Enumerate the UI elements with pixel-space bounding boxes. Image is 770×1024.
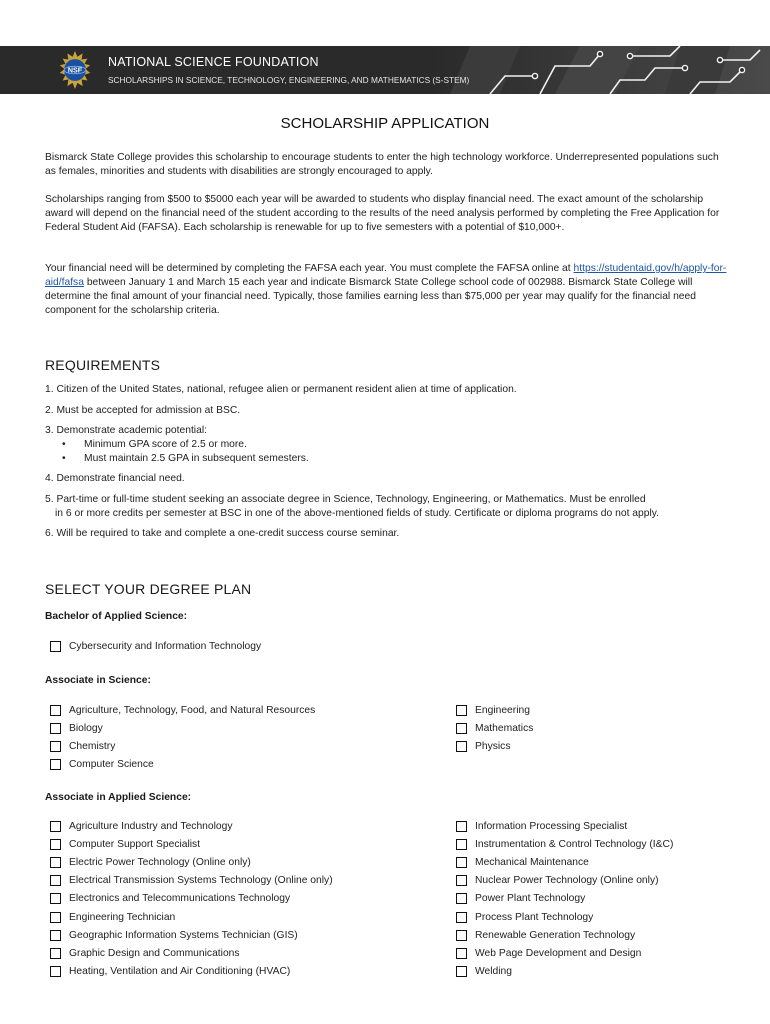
checkbox[interactable] bbox=[50, 723, 61, 734]
checkbox[interactable] bbox=[50, 857, 61, 868]
degree-checkbox[interactable] bbox=[50, 720, 103, 736]
degree-option-label: Agriculture, Technology, Food, and Natural Resources bbox=[69, 704, 316, 716]
checkbox[interactable] bbox=[456, 741, 467, 752]
banner-title: NATIONAL SCIENCE FOUNDATION bbox=[108, 55, 319, 69]
degree-checkbox[interactable] bbox=[50, 890, 290, 906]
degree-option-label: Engineering Technician bbox=[69, 911, 176, 923]
degree-checkbox[interactable] bbox=[456, 738, 510, 754]
degree-checkbox[interactable] bbox=[456, 909, 593, 925]
checkbox[interactable] bbox=[50, 821, 61, 832]
circuit-graphic bbox=[430, 46, 770, 94]
degree-checkbox[interactable] bbox=[456, 854, 589, 870]
header-banner bbox=[0, 46, 770, 94]
degree-checkbox[interactable] bbox=[456, 702, 530, 718]
requirement-5-line-2: in 6 or more credits per semester at BSC in one of the above-mentioned fields of study. Certificate or diploma programs do not apply. bbox=[55, 508, 660, 519]
degree-checkbox[interactable] bbox=[50, 702, 315, 718]
page-title: SCHOLARSHIP APPLICATION bbox=[280, 115, 490, 132]
checkbox[interactable] bbox=[50, 930, 61, 941]
degree-checkbox[interactable] bbox=[50, 945, 240, 961]
requirement-5-line-1: 5. Part-time or full-time student seeking an associate degree in Science, Technology, Engineering, or Mathematics. Must be enrolled bbox=[45, 494, 646, 505]
bullet-text: Must maintain 2.5 GPA in subsequent semesters. bbox=[84, 453, 309, 464]
checkbox[interactable] bbox=[50, 912, 61, 923]
requirements-heading: REQUIREMENTS bbox=[45, 357, 161, 373]
degree-plan-heading: SELECT YOUR DEGREE PLAN bbox=[45, 581, 252, 597]
requirement-4: 4. Demonstrate financial need. bbox=[45, 473, 185, 484]
degree-checkbox[interactable] bbox=[50, 836, 200, 852]
checkbox[interactable] bbox=[456, 875, 467, 886]
degree-option-label: Graphic Design and Communications bbox=[69, 947, 240, 959]
degree-option-label: Chemistry bbox=[69, 740, 116, 752]
checkbox[interactable] bbox=[50, 741, 61, 752]
checkbox[interactable] bbox=[50, 875, 61, 886]
aas-label: Associate in Applied Science: bbox=[45, 792, 192, 803]
degree-checkbox[interactable] bbox=[50, 818, 233, 834]
svg-text:NSF: NSF bbox=[67, 66, 83, 75]
intro-paragraph-2: Scholarships ranging from $500 to $5000 each year will be awarded to students who display financial need. The exact amount of the scholarship award will depend on the financial need of the student according to the results of the need analysis performed by completing the Free Application for Federal Student Aid (FAFSA). Each scholarship is renewable for up to five semesters with a potential of $10,000+. bbox=[45, 194, 720, 233]
checkbox[interactable] bbox=[456, 821, 467, 832]
checkbox[interactable] bbox=[456, 912, 467, 923]
checkbox[interactable] bbox=[50, 839, 61, 850]
checkbox[interactable] bbox=[456, 966, 467, 977]
checkbox[interactable] bbox=[456, 723, 467, 734]
degree-checkbox[interactable] bbox=[456, 890, 585, 906]
degree-checkbox[interactable] bbox=[456, 818, 627, 834]
degree-checkbox[interactable] bbox=[456, 927, 635, 943]
degree-option-label: Information Processing Specialist bbox=[475, 820, 628, 832]
degree-option-label: Mechanical Maintenance bbox=[475, 856, 589, 868]
checkbox[interactable] bbox=[456, 948, 467, 959]
requirement-6: 6. Will be required to take and complete a one-credit success course seminar. bbox=[45, 528, 400, 539]
degree-option-label: Electrical Transmission Systems Technology (Online only) bbox=[69, 874, 333, 886]
degree-checkbox[interactable] bbox=[50, 756, 154, 772]
fafsa-link[interactable]: https://studentaid.gov/h/apply-for-aid/fafsa bbox=[45, 263, 727, 288]
degree-checkbox[interactable] bbox=[50, 872, 333, 888]
checkbox[interactable] bbox=[50, 705, 61, 716]
paragraph-text: between January 1 and March 15 each year and indicate Bismarck State College school code of 002988. Bismarck State College will determine the final amount of your financial need. Typically, those families earning less than $75,000 per year may qualify for the financial need component for the scholarship criteria. bbox=[45, 276, 696, 316]
degree-option-label: Geographic Information Systems Technician (GIS) bbox=[69, 929, 298, 941]
degree-option-label: Heating, Ventilation and Air Conditioning (HVAC) bbox=[69, 965, 291, 977]
degree-option-label: Computer Science bbox=[69, 758, 154, 770]
degree-option-label: Renewable Generation Technology bbox=[475, 929, 636, 941]
degree-option-label: Welding bbox=[475, 965, 513, 977]
degree-option-label: Physics bbox=[475, 740, 511, 752]
checkbox[interactable] bbox=[456, 705, 467, 716]
requirement-5 bbox=[45, 493, 735, 521]
degree-checkbox[interactable] bbox=[456, 872, 659, 888]
degree-checkbox[interactable] bbox=[456, 836, 673, 852]
bas-label: Bachelor of Applied Science: bbox=[45, 611, 188, 622]
degree-checkbox[interactable] bbox=[50, 963, 290, 979]
nsf-logo bbox=[56, 51, 94, 89]
intro-paragraph-3 bbox=[45, 262, 727, 318]
degree-option-label: Computer Support Specialist bbox=[69, 838, 201, 850]
degree-option-label: Nuclear Power Technology (Online only) bbox=[475, 874, 659, 886]
degree-option-label: Engineering bbox=[475, 704, 530, 716]
degree-option-label: Biology bbox=[69, 722, 103, 734]
requirement-3-bullet-1 bbox=[62, 438, 247, 452]
degree-option-label: Power Plant Technology bbox=[475, 892, 586, 904]
checkbox[interactable] bbox=[50, 966, 61, 977]
bullet-text: Minimum GPA score of 2.5 or more. bbox=[84, 439, 247, 450]
degree-checkbox[interactable] bbox=[50, 909, 175, 925]
checkbox[interactable] bbox=[456, 893, 467, 904]
checkbox[interactable] bbox=[456, 930, 467, 941]
degree-option-label: Electronics and Telecommunications Technology bbox=[69, 892, 291, 904]
as-label: Associate in Science: bbox=[45, 675, 151, 686]
checkbox[interactable] bbox=[456, 857, 467, 868]
degree-option-label: Instrumentation & Control Technology (I&C) bbox=[475, 838, 674, 850]
degree-option-label: Process Plant Technology bbox=[475, 911, 594, 923]
degree-option-label: Cybersecurity and Information Technology bbox=[69, 640, 262, 652]
requirement-3-bullet-2 bbox=[62, 452, 309, 466]
requirement-1: 1. Citizen of the United States, national, refugee alien or permanent resident alien at time of application. bbox=[45, 384, 517, 395]
degree-checkbox[interactable] bbox=[50, 854, 251, 870]
degree-checkbox[interactable] bbox=[456, 963, 512, 979]
intro-paragraph-1: Bismarck State College provides this scholarship to encourage students to enter the high technology workforce. Underrepresented populations such as females, minorities and students with disabilities are strongly encouraged to apply. bbox=[45, 152, 719, 177]
degree-checkbox[interactable] bbox=[50, 738, 115, 754]
degree-checkbox[interactable] bbox=[50, 927, 298, 943]
checkbox[interactable] bbox=[50, 893, 61, 904]
requirement-2: 2. Must be accepted for admission at BSC. bbox=[45, 405, 241, 416]
degree-checkbox[interactable] bbox=[456, 945, 641, 961]
requirement-3: 3. Demonstrate academic potential: bbox=[45, 425, 207, 436]
checkbox[interactable] bbox=[456, 839, 467, 850]
banner-subtitle: SCHOLARSHIPS IN SCIENCE, TECHNOLOGY, ENGINEERING, AND MATHEMATICS (S-STEM) bbox=[108, 75, 470, 85]
paragraph-text: Your financial need will be determined by completing the FAFSA each year. You must complete the FAFSA online at bbox=[45, 263, 571, 274]
checkbox[interactable] bbox=[50, 759, 61, 770]
bullet: • bbox=[62, 453, 66, 464]
checkbox[interactable] bbox=[50, 641, 61, 652]
degree-checkbox[interactable] bbox=[50, 638, 261, 654]
checkbox[interactable] bbox=[50, 948, 61, 959]
degree-checkbox[interactable] bbox=[456, 720, 533, 736]
degree-option-label: Agriculture Industry and Technology bbox=[69, 820, 233, 832]
bullet: • bbox=[62, 439, 66, 450]
degree-option-label: Electric Power Technology (Online only) bbox=[69, 856, 251, 868]
degree-option-label: Mathematics bbox=[475, 722, 534, 734]
degree-option-label: Web Page Development and Design bbox=[475, 947, 642, 959]
